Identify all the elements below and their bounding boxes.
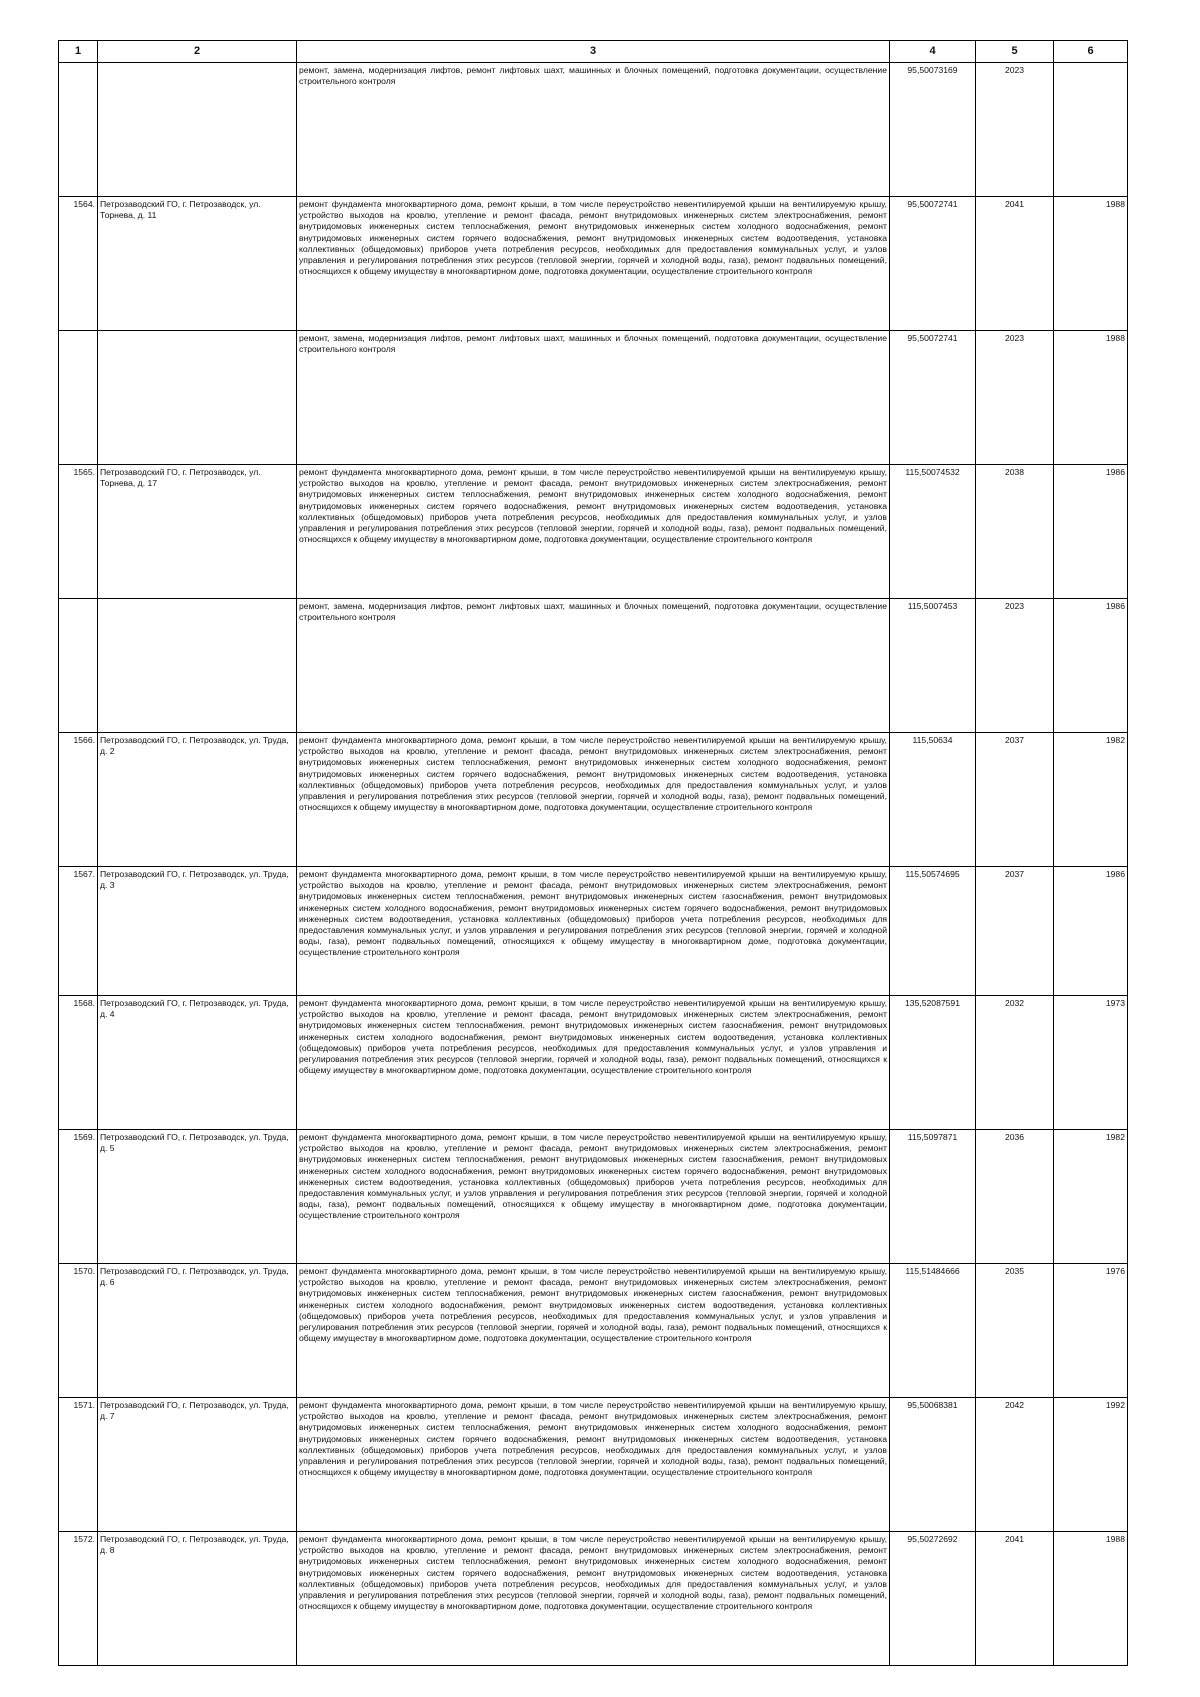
- row-number: [59, 63, 98, 197]
- table-row: [59, 63, 1128, 197]
- row-cost: 95,50068381: [890, 1398, 976, 1532]
- row-number: 1567.: [59, 867, 98, 996]
- header-row: [59, 41, 1128, 63]
- row-address: [98, 599, 297, 733]
- row-year: 2036: [976, 1130, 1054, 1264]
- row-cost: 115,51484666: [890, 1264, 976, 1398]
- row-built: 1988: [1054, 197, 1128, 331]
- header-col-6: 6: [1054, 41, 1128, 63]
- row-number: [59, 599, 98, 733]
- row-address: Петрозаводский ГО, г. Петрозаводск, ул. Торнева, д. 11: [98, 197, 297, 331]
- table-row: [59, 331, 1128, 465]
- row-address: [98, 331, 297, 465]
- row-built: 1982: [1054, 733, 1128, 867]
- row-address: Петрозаводский ГО, г. Петрозаводск, ул. Труда, д. 5: [98, 1130, 297, 1264]
- row-built: 1992: [1054, 1398, 1128, 1532]
- row-number: 1570.: [59, 1264, 98, 1398]
- row-year: 2037: [976, 867, 1054, 996]
- row-number: 1566.: [59, 733, 98, 867]
- header-col-5: 5: [976, 41, 1054, 63]
- row-cost: 135,52087591: [890, 996, 976, 1130]
- row-number: 1572.: [59, 1532, 98, 1666]
- header-col-2: 2: [98, 41, 297, 63]
- row-year: 2023: [976, 63, 1054, 197]
- row-work: ремонт, замена, модернизация лифтов, ремонт лифтовых шахт, машинных и блочных помещений, подготовка документации, осуществление строительного контроля: [297, 331, 890, 465]
- row-address: Петрозаводский ГО, г. Петрозаводск, ул. Труда, д. 4: [98, 996, 297, 1130]
- table-row: [59, 733, 1128, 867]
- row-work: ремонт фундамента многоквартирного дома, ремонт крыши, в том числе переустройство невентилируемой крыши на вентилируемую крышу, устройство выходов на кровлю, утепление и ремонт фасада, ремонт внутридомовых инженерных систем электроснабжения, ремонт внутридомовых инженерных систем теплоснабжения, ремонт внутридомовых инженерных систем газоснабжения, ремонт внутридомовых инженерных систем холодного водоснабжения, ремонт внутридомовых инженерных систем горячего водоснабжения, ремонт внутридомовых инженерных систем водоотведения, установка коллективных (общедомовых) приборов учета потребления ресурсов, необходимых для предоставления коммунальных услуг, и узлов управления и регулирования потребления этих ресурсов (тепловой энергии, горячей и холодной воды, газа), ремонт подвальных помещений, относящихся к общему имуществу в многоквартирном доме, подготовка документации, осуществление строительного контроля: [297, 867, 890, 996]
- row-built: 1986: [1054, 599, 1128, 733]
- table-row: [59, 867, 1128, 996]
- row-built: 1986: [1054, 465, 1128, 599]
- row-work: ремонт, замена, модернизация лифтов, ремонт лифтовых шахт, машинных и блочных помещений, подготовка документации, осуществление строительного контроля: [297, 63, 890, 197]
- row-work: ремонт фундамента многоквартирного дома, ремонт крыши, в том числе переустройство невентилируемой крыши на вентилируемую крышу, устройство выходов на кровлю, утепление и ремонт фасада, ремонт внутридомовых инженерных систем электроснабжения, ремонт внутридомовых инженерных систем теплоснабжения, ремонт внутридомовых инженерных систем газоснабжения, ремонт внутридомовых инженерных систем холодного водоснабжения, ремонт внутридомовых инженерных систем горячего водоснабжения, ремонт внутридомовых инженерных систем водоотведения, установка коллективных (общедомовых) приборов учета потребления ресурсов, необходимых для предоставления коммунальных услуг, и узлов управления и регулирования потребления этих ресурсов (тепловой энергии, горячей и холодной воды, газа), ремонт подвальных помещений, относящихся к общему имуществу в многоквартирном доме, подготовка документации, осуществление строительного контроля: [297, 1130, 890, 1264]
- row-work: ремонт фундамента многоквартирного дома, ремонт крыши, в том числе переустройство невентилируемой крыши на вентилируемую крышу, устройство выходов на кровлю, утепление и ремонт фасада, ремонт внутридомовых инженерных систем электроснабжения, ремонт внутридомовых инженерных систем теплоснабжения, ремонт внутридомовых инженерных систем холодного водоснабжения, ремонт внутридомовых инженерных систем горячего водоснабжения, ремонт внутридомовых инженерных систем водоотведения, установка коллективных (общедомовых) приборов учета потребления ресурсов, необходимых для предоставления коммунальных услуг, и узлов управления и регулирования потребления этих ресурсов (тепловой энергии, горячей и холодной воды, газа), ремонт подвальных помещений, относящихся к общему имуществу в многоквартирном доме, подготовка документации, осуществление строительного контроля: [297, 1532, 890, 1666]
- row-year: 2037: [976, 733, 1054, 867]
- row-built: 1988: [1054, 1532, 1128, 1666]
- row-year: 2035: [976, 1264, 1054, 1398]
- row-work: ремонт фундамента многоквартирного дома, ремонт крыши, в том числе переустройство невентилируемой крыши на вентилируемую крышу, устройство выходов на кровлю, утепление и ремонт фасада, ремонт внутридомовых инженерных систем электроснабжения, ремонт внутридомовых инженерных систем теплоснабжения, ремонт внутридомовых инженерных систем холодного водоснабжения, ремонт внутридомовых инженерных систем горячего водоснабжения, ремонт внутридомовых инженерных систем водоотведения, установка коллективных (общедомовых) приборов учета потребления ресурсов, необходимых для предоставления коммунальных услуг, и узлов управления и регулирования потребления этих ресурсов (тепловой энергии, горячей и холодной воды, газа), ремонт подвальных помещений, относящихся к общему имуществу в многоквартирном доме, подготовка документации, осуществление строительного контроля: [297, 1398, 890, 1532]
- row-cost: 115,50634: [890, 733, 976, 867]
- table-row: [59, 465, 1128, 599]
- row-number: 1565.: [59, 465, 98, 599]
- header-col-4: 4: [890, 41, 976, 63]
- table-row: [59, 1398, 1128, 1532]
- row-cost: 115,5097871: [890, 1130, 976, 1264]
- row-address: Петрозаводский ГО, г. Петрозаводск, ул. Труда, д. 8: [98, 1532, 297, 1666]
- table-row: [59, 996, 1128, 1130]
- row-cost: 95,50073169: [890, 63, 976, 197]
- table-row: [59, 599, 1128, 733]
- row-address: Петрозаводский ГО, г. Петрозаводск, ул. Труда, д. 3: [98, 867, 297, 996]
- row-number: [59, 331, 98, 465]
- row-cost: 115,50574695: [890, 867, 976, 996]
- row-number: 1568.: [59, 996, 98, 1130]
- row-cost: 115,5007453: [890, 599, 976, 733]
- row-number: 1564.: [59, 197, 98, 331]
- row-cost: 95,50072741: [890, 197, 976, 331]
- row-work: ремонт фундамента многоквартирного дома, ремонт крыши, в том числе переустройство невентилируемой крыши на вентилируемую крышу, устройство выходов на кровлю, утепление и ремонт фасада, ремонт внутридомовых инженерных систем электроснабжения, ремонт внутридомовых инженерных систем теплоснабжения, ремонт внутридомовых инженерных систем холодного водоснабжения, ремонт внутридомовых инженерных систем горячего водоснабжения, ремонт внутридомовых инженерных систем водоотведения, установка коллективных (общедомовых) приборов учета потребления ресурсов, необходимых для предоставления коммунальных услуг, и узлов управления и регулирования потребления этих ресурсов (тепловой энергии, горячей и холодной воды, газа), ремонт подвальных помещений, относящихся к общему имуществу в многоквартирном доме, подготовка документации, осуществление строительного контроля: [297, 197, 890, 331]
- row-year: 2032: [976, 996, 1054, 1130]
- row-year: 2042: [976, 1398, 1054, 1532]
- row-built: 1988: [1054, 331, 1128, 465]
- row-number: 1569.: [59, 1130, 98, 1264]
- row-cost: 95,50072741: [890, 331, 976, 465]
- row-work: ремонт фундамента многоквартирного дома, ремонт крыши, в том числе переустройство невентилируемой крыши на вентилируемую крышу, устройство выходов на кровлю, утепление и ремонт фасада, ремонт внутридомовых инженерных систем электроснабжения, ремонт внутридомовых инженерных систем теплоснабжения, ремонт внутридомовых инженерных систем газоснабжения, ремонт внутридомовых инженерных систем холодного водоснабжения, ремонт внутридомовых инженерных систем водоотведения, установка коллективных (общедомовых) приборов учета потребления ресурсов, необходимых для предоставления коммунальных услуг, и узлов управления и регулирования потребления этих ресурсов (тепловой энергии, горячей и холодной воды, газа), ремонт подвальных помещений, относящихся к общему имуществу в многоквартирном доме, подготовка документации, осуществление строительного контроля: [297, 996, 890, 1130]
- row-cost: 115,50074532: [890, 465, 976, 599]
- row-address: [98, 63, 297, 197]
- row-address: Петрозаводский ГО, г. Петрозаводск, ул. Труда, д. 7: [98, 1398, 297, 1532]
- works-table: [58, 40, 1128, 1666]
- row-work: ремонт фундамента многоквартирного дома, ремонт крыши, в том числе переустройство невентилируемой крыши на вентилируемую крышу, устройство выходов на кровлю, утепление и ремонт фасада, ремонт внутридомовых инженерных систем электроснабжения, ремонт внутридомовых инженерных систем теплоснабжения, ремонт внутридомовых инженерных систем газоснабжения, ремонт внутридомовых инженерных систем холодного водоснабжения, ремонт внутридомовых инженерных систем водоотведения, установка коллективных (общедомовых) приборов учета потребления ресурсов, необходимых для предоставления коммунальных услуг, и узлов управления и регулирования потребления этих ресурсов (тепловой энергии, горячей и холодной воды, газа), ремонт подвальных помещений, относящихся к общему имуществу в многоквартирном доме, подготовка документации, осуществление строительного контроля: [297, 1264, 890, 1398]
- header-col-1: 1: [59, 41, 98, 63]
- row-work: ремонт фундамента многоквартирного дома, ремонт крыши, в том числе переустройство невентилируемой крыши на вентилируемую крышу, устройство выходов на кровлю, утепление и ремонт фасада, ремонт внутридомовых инженерных систем электроснабжения, ремонт внутридомовых инженерных систем теплоснабжения, ремонт внутридомовых инженерных систем холодного водоснабжения, ремонт внутридомовых инженерных систем горячего водоснабжения, ремонт внутридомовых инженерных систем водоотведения, установка коллективных (общедомовых) приборов учета потребления ресурсов, необходимых для предоставления коммунальных услуг, и узлов управления и регулирования потребления этих ресурсов (тепловой энергии, горячей и холодной воды, газа), ремонт подвальных помещений, относящихся к общему имуществу в многоквартирном доме, подготовка документации, осуществление строительного контроля: [297, 733, 890, 867]
- row-built: 1986: [1054, 867, 1128, 996]
- row-cost: 95,50272692: [890, 1532, 976, 1666]
- table-row: [59, 1532, 1128, 1666]
- row-year: 2023: [976, 331, 1054, 465]
- row-address: Петрозаводский ГО, г. Петрозаводск, ул. Торнева, д. 17: [98, 465, 297, 599]
- row-address: Петрозаводский ГО, г. Петрозаводск, ул. Труда, д. 6: [98, 1264, 297, 1398]
- row-built: 1973: [1054, 996, 1128, 1130]
- row-built: 1976: [1054, 1264, 1128, 1398]
- row-address: Петрозаводский ГО, г. Петрозаводск, ул. Труда, д. 2: [98, 733, 297, 867]
- table-row: [59, 197, 1128, 331]
- row-built: [1054, 63, 1128, 197]
- row-work: ремонт фундамента многоквартирного дома, ремонт крыши, в том числе переустройство невентилируемой крыши на вентилируемую крышу, устройство выходов на кровлю, утепление и ремонт фасада, ремонт внутридомовых инженерных систем электроснабжения, ремонт внутридомовых инженерных систем теплоснабжения, ремонт внутридомовых инженерных систем холодного водоснабжения, ремонт внутридомовых инженерных систем горячего водоснабжения, ремонт внутридомовых инженерных систем водоотведения, установка коллективных (общедомовых) приборов учета потребления ресурсов, необходимых для предоставления коммунальных услуг, и узлов управления и регулирования потребления этих ресурсов (тепловой энергии, горячей и холодной воды, газа), ремонт подвальных помещений, относящихся к общему имуществу в многоквартирном доме, подготовка документации, осуществление строительного контроля: [297, 465, 890, 599]
- row-year: 2023: [976, 599, 1054, 733]
- row-year: 2041: [976, 1532, 1054, 1666]
- header-col-3: 3: [297, 41, 890, 63]
- row-year: 2041: [976, 197, 1054, 331]
- row-work: ремонт, замена, модернизация лифтов, ремонт лифтовых шахт, машинных и блочных помещений, подготовка документации, осуществление строительного контроля: [297, 599, 890, 733]
- table-row: [59, 1264, 1128, 1398]
- row-number: 1571.: [59, 1398, 98, 1532]
- table-row: [59, 1130, 1128, 1264]
- row-built: 1982: [1054, 1130, 1128, 1264]
- row-year: 2038: [976, 465, 1054, 599]
